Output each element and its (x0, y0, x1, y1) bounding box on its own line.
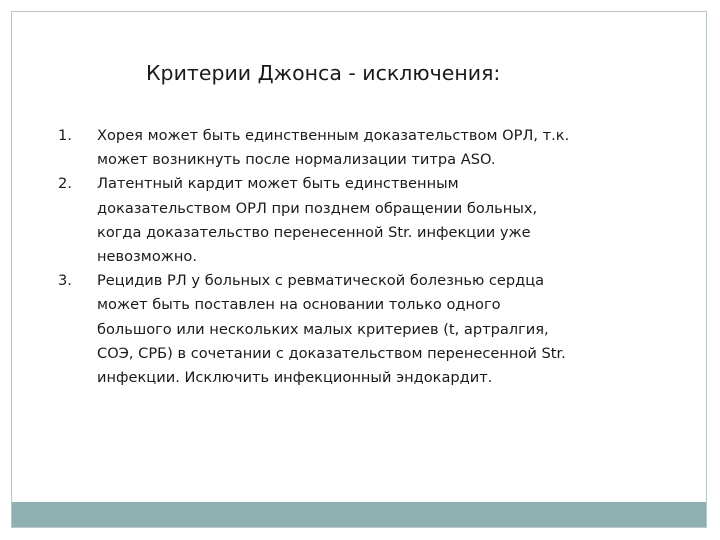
slide-title: Критерии Джонса - исключения: (146, 61, 501, 85)
item-text-line: Латентный кардит может быть единственным (97, 175, 459, 193)
item-text-line: СОЭ, СРБ) в сочетании с доказательством перенесенной Str. (97, 344, 566, 362)
item-text-line: доказательством ОРЛ при позднем обращении больных, (97, 199, 538, 217)
item-text-line: Хорея может быть единственным доказательством ОРЛ, т.к. (97, 127, 570, 144)
item-number: 2. (58, 175, 72, 193)
item-text-line: большого или нескольких малых критериев (t, артралгия, (97, 320, 549, 338)
criteria-item-2 (58, 172, 618, 269)
criteria-item-1 (58, 124, 618, 172)
item-text-line: инфекции. Исключить инфекционный эндокардит. (97, 369, 493, 387)
item-text-line: когда доказательство перенесенной Str. инфекции уже (97, 223, 531, 241)
item-text-line: Рецидив РЛ у больных с ревматической болезнью сердца (97, 272, 545, 290)
item-number: 3. (58, 272, 72, 290)
item-number: 1. (58, 127, 72, 144)
slide-bottom-bar (12, 502, 706, 527)
item-text-line: может возникнуть после нормализации титра ASO. (97, 151, 496, 169)
criteria-item-3 (58, 269, 618, 390)
item-text-line: невозможно. (97, 248, 198, 266)
item-text-line: может быть поставлен на основании только одного (97, 296, 501, 314)
criteria-list (58, 124, 618, 390)
